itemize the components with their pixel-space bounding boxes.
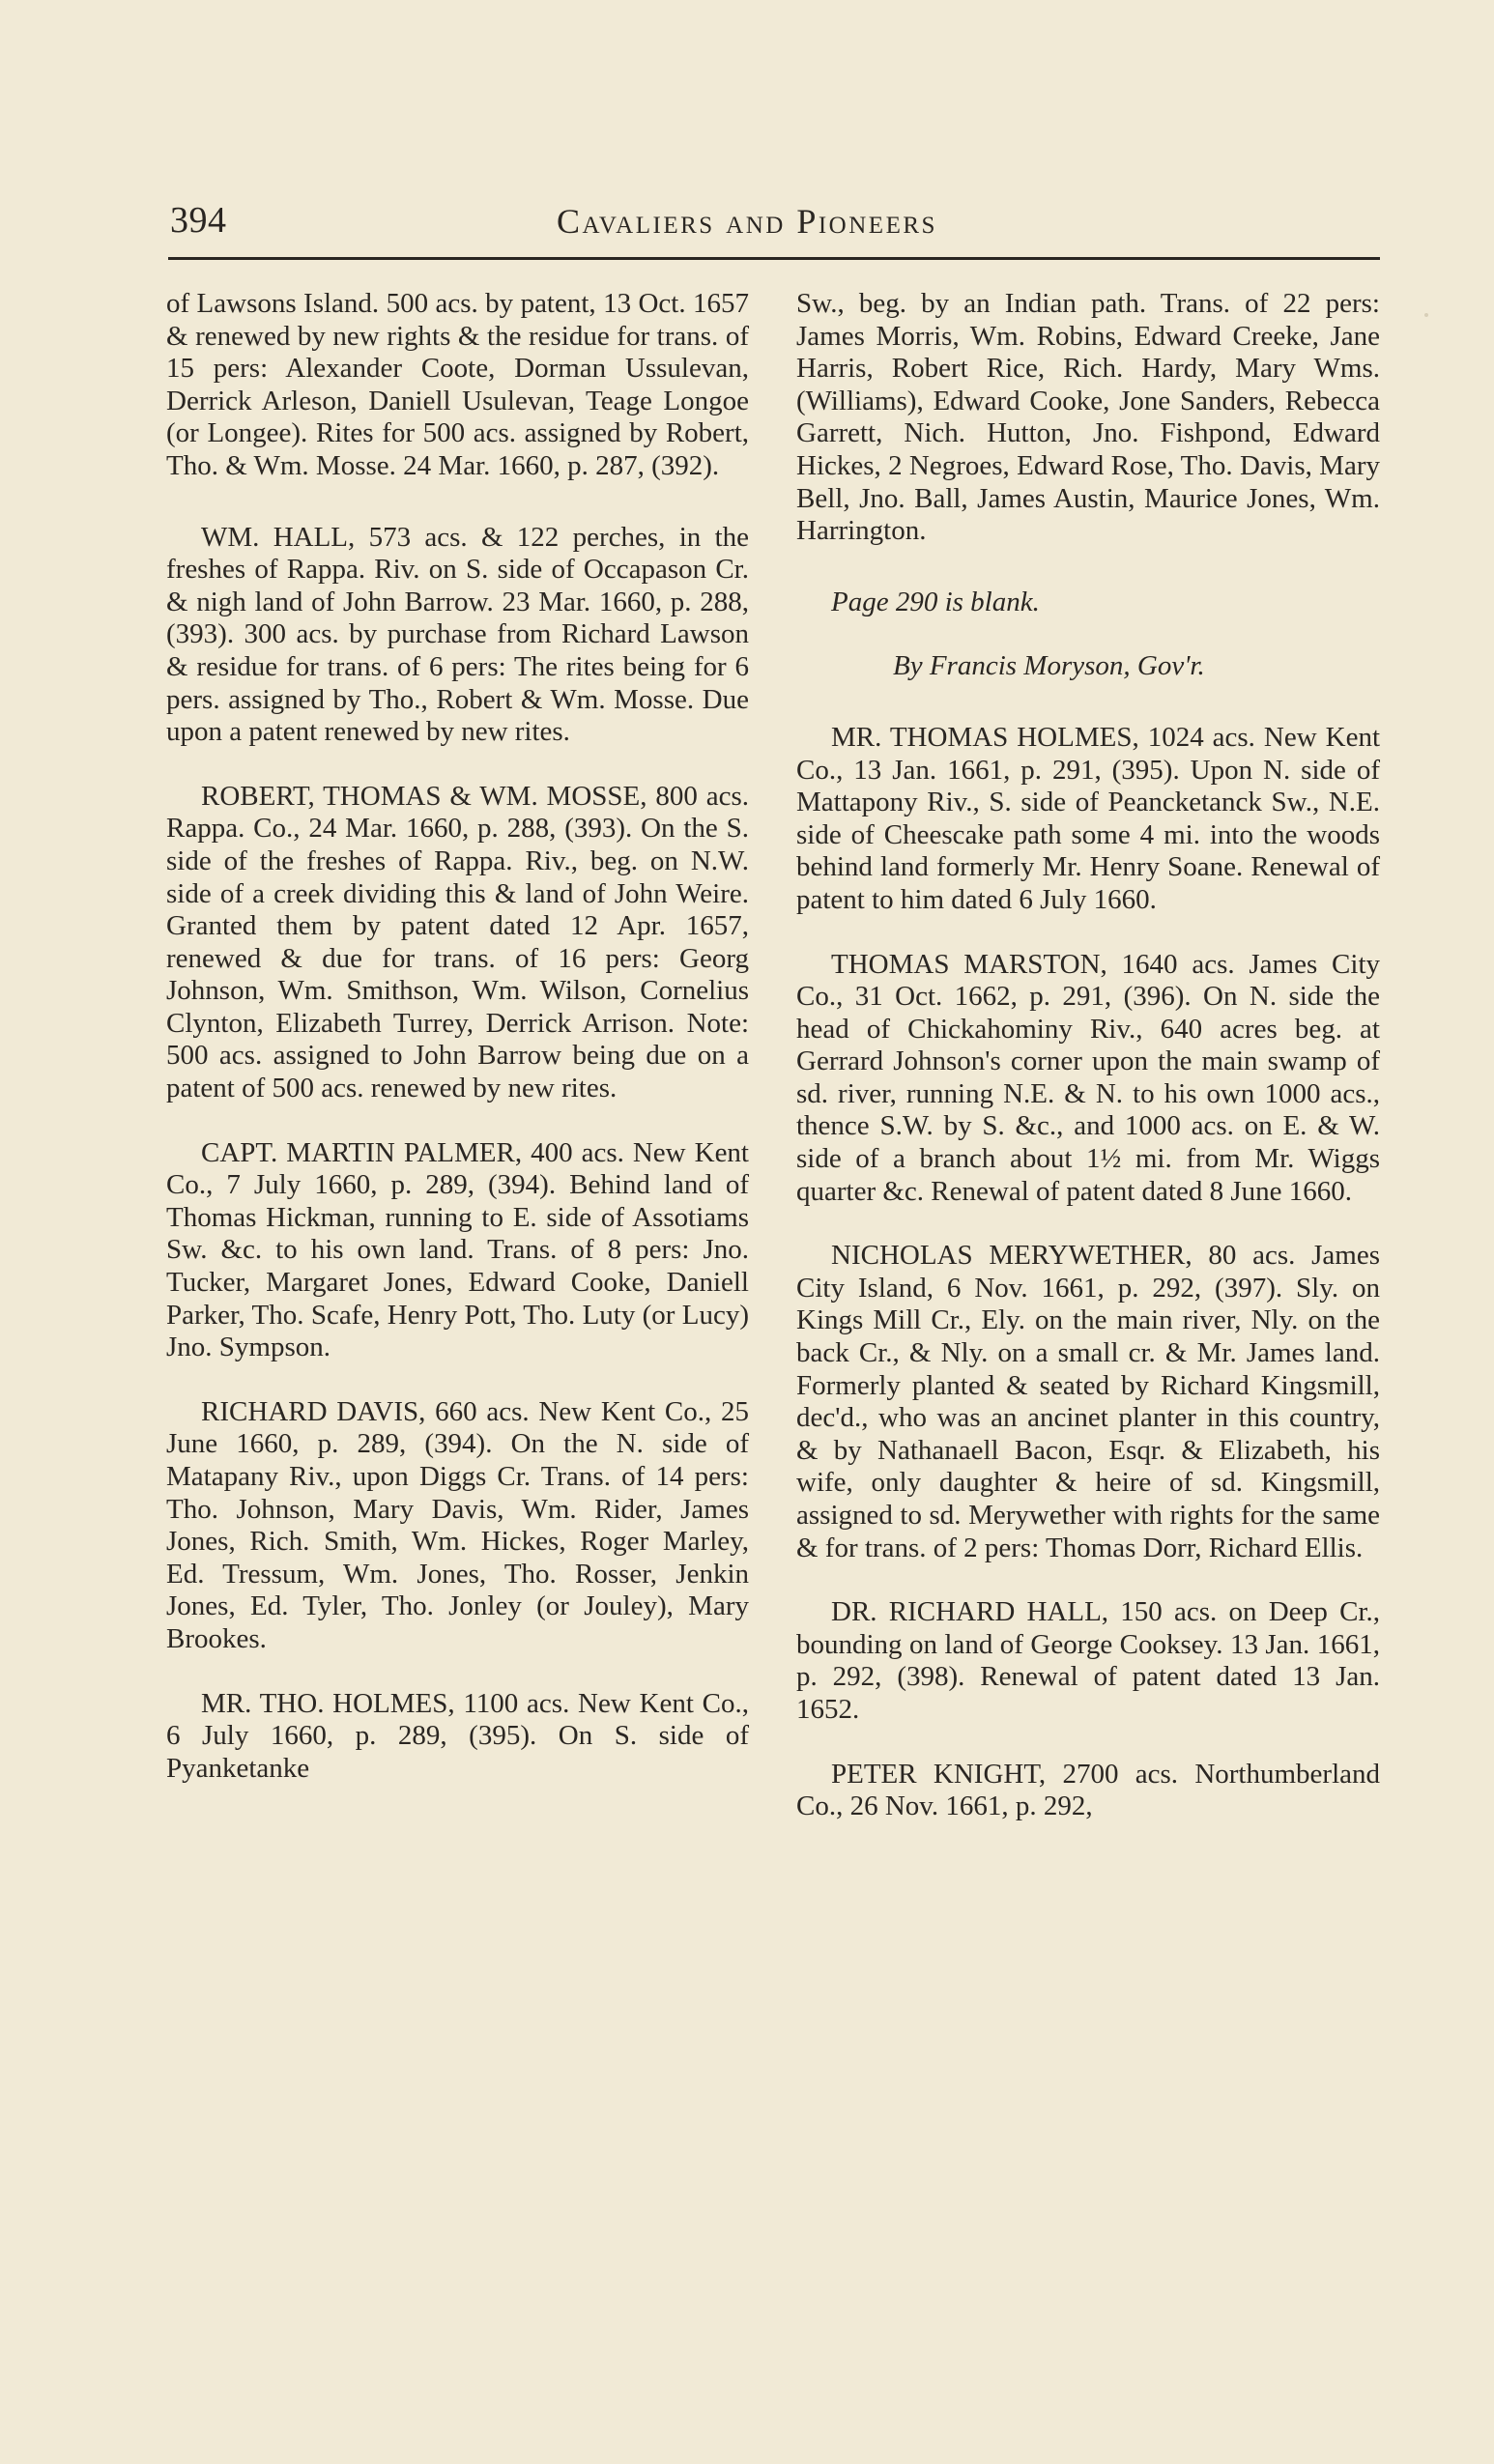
header-rule [168, 257, 1380, 260]
page-number: 394 [170, 200, 227, 241]
entry-paragraph: ROBERT, THOMAS & WM. MOSSE, 800 acs. Rappa. Co., 24 Mar. 1660, p. 288, (393). On the S. side of the freshes of Rappa. Riv., beg. on N.W. side of a creek dividing this & land of John Weire. Granted them by patent dated 12 Apr. 1657, renewed & due for trans. of 16 pers: Georg Johnson, Wm. Smithson, Wm. Wilson, Cornelius Clynton, Elizabeth Turrey, Derrick Arrison. Note: 500 acs. assigned to John Barrow being due on a patent of 500 acs. renewed by new rites. [166, 780, 749, 1104]
entry-paragraph: MR. THO. HOLMES, 1100 acs. New Kent Co., 6 July 1660, p. 289, (395). On S. side of Pyanketanke [166, 1687, 749, 1784]
governor-note: By Francis Moryson, Gov'r. [893, 650, 1205, 682]
entry-paragraph: of Lawsons Island. 500 acs. by patent, 13 Oct. 1657 & renewed by new rights & the residue for trans. of 15 pers: Alexander Coote, Dorman Ussulevan, Derrick Arleson, Daniell Usulevan, Teage Longoe (or Longee). Rites for 500 acs. assigned by Robert, Tho. & Wm. Mosse. 24 Mar. 1660, p. 287, (392). [166, 288, 749, 481]
entry-paragraph: PETER KNIGHT, 2700 acs. Northumberland Co., 26 Nov. 1661, p. 292, [796, 1758, 1380, 1822]
entry-paragraph: RICHARD DAVIS, 660 acs. New Kent Co., 25 June 1660, p. 289, (394). On the N. side of Matapany Riv., upon Diggs Cr. Trans. of 14 pers: Tho. Johnson, Mary Davis, Wm. Rider, James Jones, Rich. Smith, Wm. Hickes, Roger Marley, Ed. Tressum, Wm. Jones, Tho. Rosser, Jenkin Jones, Ed. Tyler, Tho. Jonley (or Jouley), Mary Brookes. [166, 1395, 749, 1654]
entry-paragraph: WM. HALL, 573 acs. & 122 perches, in the freshes of Rappa. Riv. on S. side of Occapason Cr. & nigh land of John Barrow. 23 Mar. 1660, p. 288, (393). 300 acs. by purchase from Richard Lawson & residue for trans. of 6 pers: The rites being for 6 pers. assigned by Tho., Robert & Wm. Mosse. Due upon a patent renewed by new rites. [166, 521, 749, 748]
paper-speck [1424, 313, 1428, 317]
blank-page-note: Page 290 is blank. [831, 586, 1040, 617]
running-title: Cavaliers and Pioneers [557, 202, 937, 241]
entry-paragraph: MR. THOMAS HOLMES, 1024 acs. New Kent Co., 13 Jan. 1661, p. 291, (395). Upon N. side of Mattapony Riv., S. side of Peancketanck Sw., N.E. side of Cheescake path some 4 mi. into the woods behind land formerly Mr. Henry Soane. Renewal of patent to him dated 6 July 1660. [796, 721, 1380, 915]
entry-paragraph: NICHOLAS MERYWETHER, 80 acs. James City Island, 6 Nov. 1661, p. 292, (397). Sly. on Kings Mill Cr., Ely. on the main river, Nly. on the back Cr., & Nly. on a small cr. & Mr. James land. Formerly planted & seated by Richard Kingsmill, dec'd., who was an ancinet planter in this country, & by Nathanaell Bacon, Esqr. & Elizabeth, his wife, only daughter & heire of sd. Kingsmill, assigned to sd. Merywether with rights for the same & for trans. of 2 pers: Thomas Dorr, Richard Ellis. [796, 1240, 1380, 1563]
entry-paragraph: DR. RICHARD HALL, 150 acs. on Deep Cr., bounding on land of George Cooksey. 13 Jan. 1661, p. 292, (398). Renewal of patent dated 13 Jan. 1652. [796, 1596, 1380, 1725]
entry-paragraph: Sw., beg. by an Indian path. Trans. of 22 pers: James Morris, Wm. Robins, Edward Creeke, Jane Harris, Robert Rice, Rich. Hardy, Mary Wms. (Williams), Edward Cooke, Jone Sanders, Rebecca Garrett, Nich. Hutton, Jno. Fishpond, Edward Hickes, 2 Negroes, Edward Rose, Tho. Davis, Mary Bell, Jno. Ball, James Austin, Maurice Jones, Wm. Harrington. [796, 288, 1380, 547]
right-column [796, 288, 1380, 1823]
entry-paragraph: THOMAS MARSTON, 1640 acs. James City Co., 31 Oct. 1662, p. 291, (396). On N. side the head of Chickahominy Riv., 640 acres beg. at Gerrard Johnson's corner upon the main swamp of sd. river, running N.E. & N. to his own 1000 acs., thence S.W. by S. &c., and 1000 acs. on E. & W. side of a branch about 1½ mi. from Mr. Wiggs quarter &c. Renewal of patent dated 8 June 1660. [796, 948, 1380, 1207]
entry-paragraph: CAPT. MARTIN PALMER, 400 acs. New Kent Co., 7 July 1660, p. 289, (394). Behind land of Thomas Hickman, running to E. side of Assotiams Sw. &c. to his own land. Trans. of 8 pers: Jno. Tucker, Margaret Jones, Edward Cooke, Daniell Parker, Tho. Scafe, Henry Pott, Tho. Luty (or Lucy) Jno. Sympson. [166, 1136, 749, 1363]
left-column [166, 288, 749, 1785]
